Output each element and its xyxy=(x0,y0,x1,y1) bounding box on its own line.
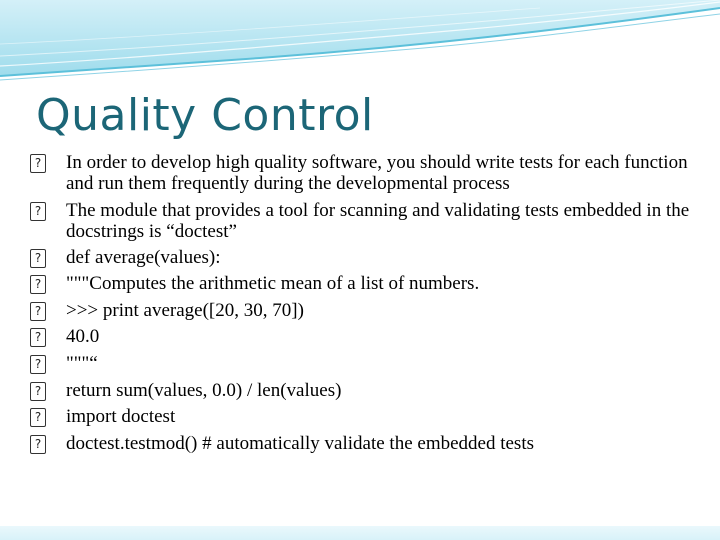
list-item xyxy=(30,200,700,242)
bullet-text: In order to develop high quality software, you should write tests for each function and run them frequently during the developmental process xyxy=(66,152,688,194)
list-item xyxy=(30,380,700,401)
replacement-box-icon: ? xyxy=(30,275,46,294)
list-item xyxy=(30,433,700,454)
replacement-box-icon: ? xyxy=(30,202,46,221)
replacement-box-icon: ? xyxy=(30,408,46,427)
replacement-box-icon: ? xyxy=(30,435,46,454)
list-item xyxy=(30,273,700,294)
bullet-text: >>> print average([20, 30, 70]) xyxy=(66,299,304,321)
bullet-text: """“ xyxy=(66,352,98,374)
bullet-text: The module that provides a tool for scanning and validating tests embedded in the docstrings is “doctest” xyxy=(66,199,690,242)
bullet-text: import doctest xyxy=(66,406,176,428)
list-item xyxy=(30,300,700,321)
bullet-text: 40.0 xyxy=(66,326,100,348)
replacement-box-icon: ? xyxy=(30,382,46,401)
replacement-box-icon: ? xyxy=(30,249,46,268)
bullet-list xyxy=(30,152,700,459)
replacement-box-icon: ? xyxy=(30,355,46,374)
list-item xyxy=(30,247,700,268)
bullet-text: return sum(values, 0.0) / len(values) xyxy=(66,379,342,401)
list-item xyxy=(30,406,700,427)
slide-title: Quality Control xyxy=(36,90,374,141)
footer-band-decoration xyxy=(0,526,720,540)
list-item xyxy=(30,326,700,347)
header-wave-decoration xyxy=(0,0,720,82)
replacement-box-icon: ? xyxy=(30,302,46,321)
bullet-text: doctest.testmod() # automatically validate the embedded tests xyxy=(66,432,534,454)
bullet-text: def average(values): xyxy=(66,246,221,268)
list-item xyxy=(30,152,700,194)
replacement-box-icon: ? xyxy=(30,154,46,173)
bullet-text: """Computes the arithmetic mean of a list of numbers. xyxy=(66,273,480,295)
replacement-box-icon: ? xyxy=(30,328,46,347)
list-item xyxy=(30,353,700,374)
